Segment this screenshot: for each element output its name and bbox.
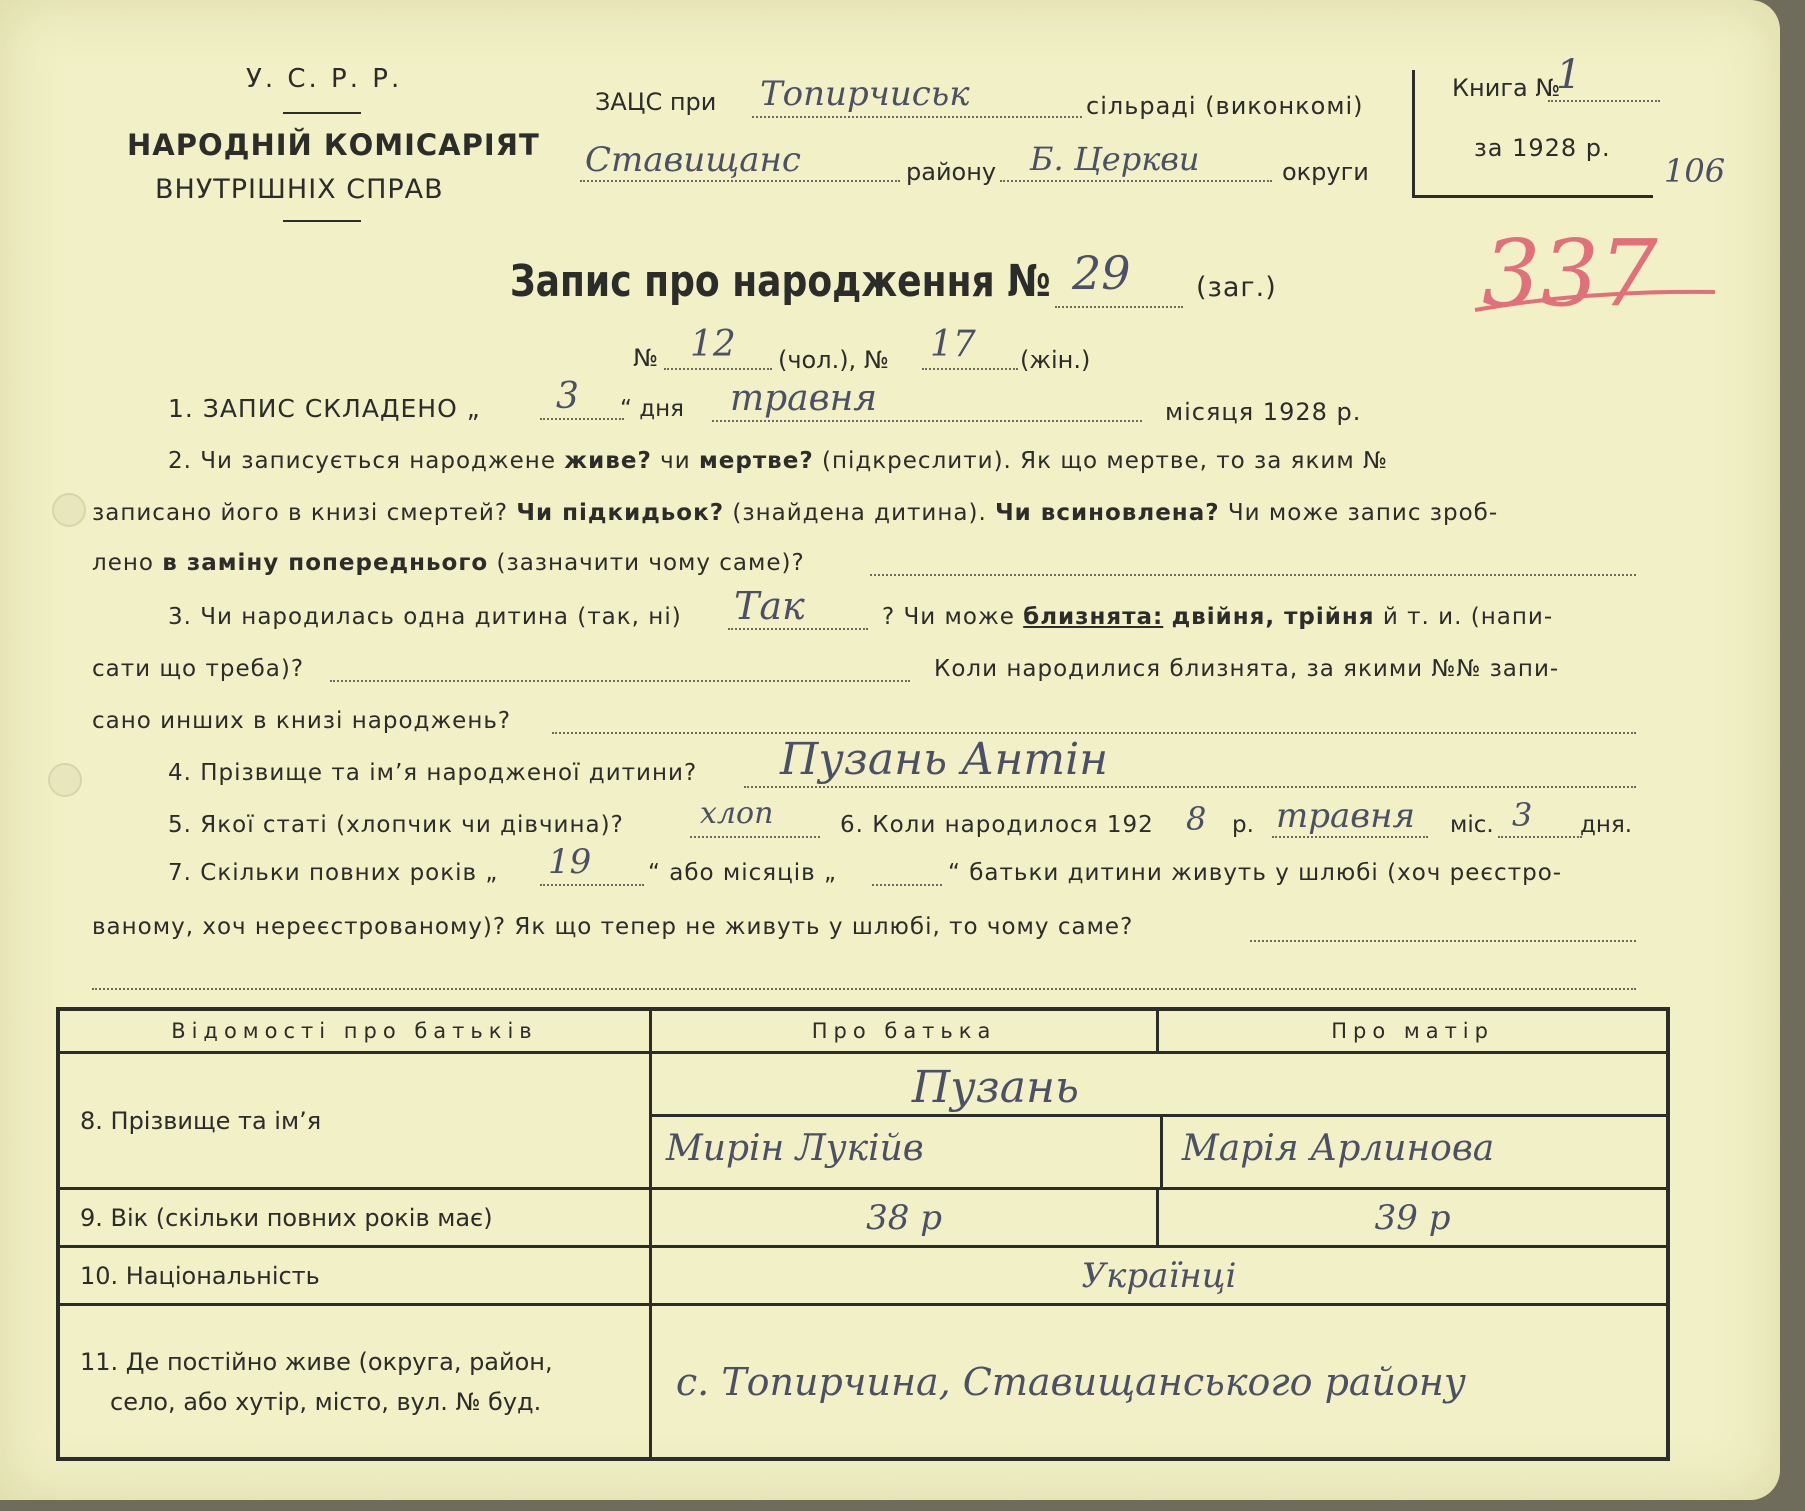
divider	[283, 112, 361, 114]
record-number-suffix: (заг.)	[1196, 272, 1277, 303]
q7-line2: ваному, хоч нереєстрованому)? Як що тепер не живуть у шлюбі, то чому саме?	[92, 914, 1134, 940]
fill-line	[712, 420, 1142, 422]
q6-year-suffix: р.	[1232, 812, 1254, 838]
q2-text: Чи може запис зроб-	[1227, 500, 1499, 526]
q3-line2b: Коли народилися близнята, за якими №№ запи-	[934, 656, 1560, 682]
q3-twins-kinds: двійня, трійня	[1171, 604, 1375, 630]
q3-answer: Так	[734, 584, 805, 628]
okrug-label: округи	[1282, 158, 1369, 186]
q3-text: ? Чи може	[882, 604, 1015, 630]
parents-table	[56, 1007, 1670, 1461]
okrug-value: Б. Церкви	[1030, 140, 1200, 178]
q6-day-label: дня.	[1580, 812, 1633, 838]
sex-value: хлоп	[700, 796, 774, 831]
fill-line	[752, 116, 1082, 118]
fill-line	[540, 418, 624, 420]
fill-line	[870, 574, 1636, 576]
punch-hole	[52, 493, 86, 527]
q6-label: 6. Коли народилося 192	[840, 812, 1154, 838]
fill-line	[1055, 306, 1183, 308]
female-label: (жін.)	[1020, 346, 1091, 374]
book-label: Книга №	[1452, 74, 1561, 102]
q2-alive: живе?	[564, 448, 652, 474]
row-label-age: 9. Вік (скільки повних років має)	[58, 1189, 650, 1247]
male-label: (чол.), №	[778, 346, 889, 374]
q7-months-label: “ або місяців „	[648, 860, 837, 886]
zags-prefix: ЗАЦС при	[595, 88, 717, 116]
col-header-father: Про батька	[650, 1009, 1157, 1053]
row-divider	[652, 1114, 1666, 1117]
commissariat-title: НАРОДНІЙ КОМІСАРІЯТ	[127, 128, 540, 162]
divider	[283, 220, 361, 222]
record-number-value: 29	[1072, 246, 1131, 300]
q2-text: 2. Чи записується народжене	[168, 448, 556, 474]
fill-line	[728, 628, 868, 630]
q1-label: 1. ЗАПИС СКЛАДЕНО „	[168, 394, 481, 423]
q5-label: 5. Якої статі (хлопчик чи дівчина)?	[168, 812, 624, 838]
q2-text: чи	[660, 448, 691, 474]
residence-value: с. Топирчина, Ставищанського району	[675, 1359, 1466, 1404]
father-age-value: 38 р	[866, 1197, 942, 1238]
q3-twins: близнята:	[1023, 604, 1164, 630]
fill-line	[92, 988, 1636, 990]
q1-day-value: 3	[556, 376, 579, 417]
q3-line3: сано инших в книзі народжень?	[92, 708, 512, 734]
q2-text: записано його в книзі смертей?	[92, 500, 509, 526]
marriage-years-value: 19	[548, 842, 592, 882]
record-title: Запис про народження №	[510, 256, 1051, 307]
residence-label-line2: село, або хутір, місто, вул. № буд.	[110, 1387, 542, 1416]
fill-line	[664, 368, 772, 370]
red-stamp-number: 337	[1482, 220, 1658, 327]
district-label: району	[906, 158, 997, 186]
fill-line	[744, 786, 1636, 788]
q3-label: 3. Чи народилась одна дитина (так, ні)	[168, 604, 682, 630]
page-number: 106	[1664, 152, 1726, 190]
birth-day-value: 3	[1512, 796, 1533, 834]
fill-line	[1548, 100, 1660, 102]
fill-line	[1000, 180, 1272, 182]
q7-label: 7. Скільки повних років „	[168, 860, 499, 886]
q4-label: 4. Прізвище та ім’я народженої дитини?	[168, 760, 698, 786]
book-number-value: 1	[1556, 52, 1582, 98]
fill-line	[690, 836, 820, 838]
q2-text: (підкреслити). Як що мертве, то за яким №	[821, 448, 1388, 474]
q7-text: “ батьки дитини живуть у шлюбі (хоч реєстро-	[948, 860, 1563, 886]
q6-mis: міс.	[1450, 812, 1494, 838]
q2-adopted: Чи всиновлена?	[995, 500, 1220, 526]
republic-label: У. С. Р. Р.	[246, 64, 403, 94]
fill-line	[580, 180, 900, 182]
father-name-value: Мирін Лукійв	[665, 1128, 924, 1169]
birth-month-value: травня	[1276, 796, 1415, 836]
q1-day-label: “ дня	[620, 396, 685, 422]
q2-foundling: Чи підкидьок?	[516, 500, 725, 526]
q1-month-value: травня	[730, 378, 878, 419]
q3-text: й т. и. (напи-	[1382, 604, 1554, 630]
commissariat-subtitle: ВНУТРІШНІХ СПРАВ	[155, 174, 444, 205]
q3-line2: сати що треба)?	[92, 656, 305, 682]
mother-age-value: 39 р	[1374, 1197, 1451, 1238]
parents-names-cell	[650, 1053, 1668, 1189]
col-header-mother: Про матір	[1158, 1009, 1668, 1053]
q1-suffix: місяця 1928 р.	[1165, 398, 1362, 426]
year-label: за 1928 р.	[1474, 134, 1611, 162]
fill-line	[1250, 940, 1636, 942]
q2-replacement: в заміну попереднього	[162, 550, 489, 576]
female-number-value: 17	[930, 324, 976, 365]
q2-text: лено	[92, 550, 154, 576]
punch-hole	[48, 763, 82, 797]
q2-dead: мертве?	[698, 448, 814, 474]
male-num-prefix: №	[633, 344, 658, 372]
male-number-value: 12	[690, 324, 736, 365]
fill-line	[922, 368, 1018, 370]
child-name-value: Пузань Антін	[780, 734, 1109, 785]
column-divider	[1160, 1114, 1163, 1190]
q2-text: (знайдена дитина).	[732, 500, 987, 526]
row-label-residence	[58, 1305, 650, 1460]
zags-village-value: Топирчиськ	[760, 74, 970, 114]
row-label-name: 8. Прізвище та ім’я	[58, 1053, 650, 1189]
fill-line	[330, 680, 910, 682]
family-name-value: Пузань	[911, 1062, 1079, 1113]
fill-line	[1498, 836, 1582, 838]
residence-label-line1: 11. Де постійно живе (округа, район,	[80, 1347, 553, 1376]
row-label-nationality: 10. Національність	[58, 1247, 650, 1305]
zags-suffix: сільраді (виконкомі)	[1086, 92, 1364, 120]
fill-line	[1272, 836, 1428, 838]
mother-name-value: Марія Арлинова	[1181, 1128, 1495, 1169]
nationality-value: Українці	[1081, 1255, 1237, 1296]
col-header-info: Відомості про батьків	[58, 1009, 650, 1053]
red-strike-icon	[1470, 280, 1720, 320]
fill-line	[540, 884, 644, 886]
district-value: Ставищанс	[585, 140, 801, 180]
birth-year-digit: 8	[1186, 800, 1207, 838]
q2-text: (зазначити чому саме)?	[496, 550, 805, 576]
fill-line	[872, 884, 942, 886]
